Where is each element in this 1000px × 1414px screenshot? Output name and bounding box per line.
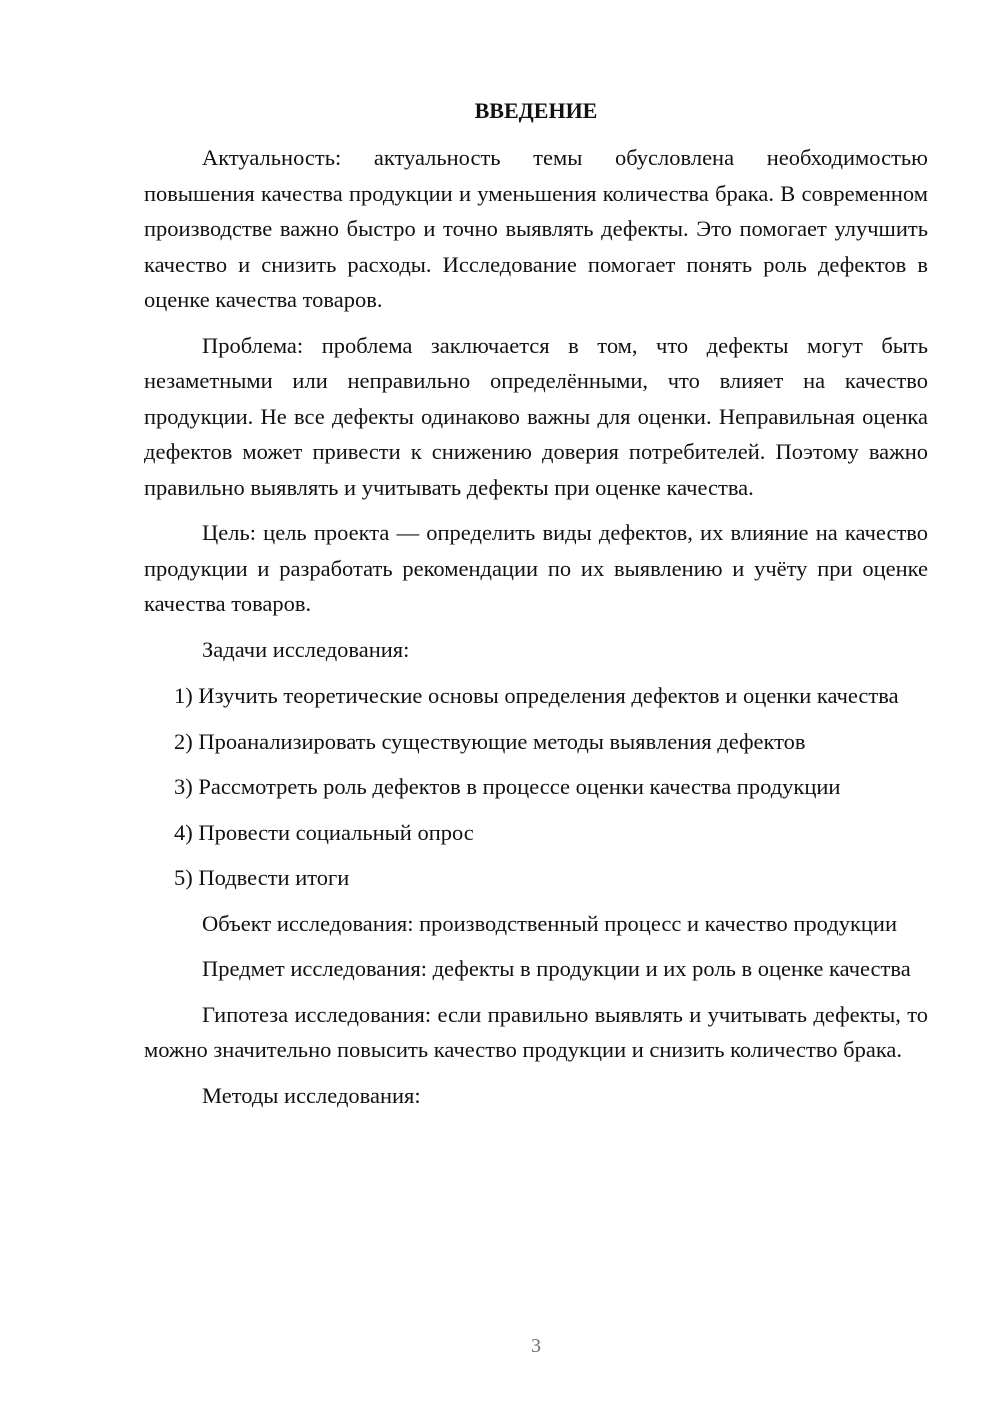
subject-paragraph: Предмет исследования: дефекты в продукции и их роль в оценке качества	[202, 956, 911, 981]
problem-paragraph: Проблема: проблема заключается в том, что дефекты могут быть незаметными или неправильно определёнными, что влияет на качество продукции. Не все дефекты одинаково важны для оценки. Неправильная оценка дефектов может привести к снижению доверия потребителей. Поэтому важно правильно выявлять и учитывать дефекты при оценке качества.	[144, 332, 928, 500]
object-paragraph: Объект исследования: производственный процесс и качество продукции	[202, 910, 897, 936]
hypothesis-paragraph: Гипотеза исследования: если правильно выявлять и учитывать дефекты, то можно значительно повысить качество продукции и снизить количество брака.	[144, 1001, 928, 1062]
task-item: 5) Подвести итоги	[174, 865, 350, 890]
relevance-paragraph: Актуальность: актуальность темы обусловлена необходимостью повышения качества продукции и уменьшения количества брака. В современном производстве важно быстро и точно выявлять дефекты. Это помогает улучшить качество и снизить расходы. Исследование помогает понять роль дефектов в оценке качества товаров.	[144, 145, 928, 312]
page-number: 3	[531, 1335, 541, 1357]
task-item: 1) Изучить теоретические основы определения дефектов и оценки качества	[174, 683, 899, 708]
document-body	[144, 140, 928, 1123]
page-title: ВВЕДЕНИЕ	[474, 98, 598, 123]
goal-paragraph: Цель: цель проекта — определить виды дефектов, их влияние на качество продукции и разработать рекомендации по их выявлению и учёту при оценке качества товаров.	[144, 520, 928, 616]
tasks-heading: Задачи исследования:	[202, 636, 410, 662]
task-item: 3) Рассмотреть роль дефектов в процессе оценки качества продукции	[174, 774, 841, 799]
tasks-list	[144, 678, 928, 896]
task-item: 4) Провести социальный опрос	[174, 819, 474, 845]
methods-heading: Методы исследования:	[202, 1082, 421, 1108]
task-item: 2) Проанализировать существующие методы выявления дефектов	[174, 728, 806, 754]
